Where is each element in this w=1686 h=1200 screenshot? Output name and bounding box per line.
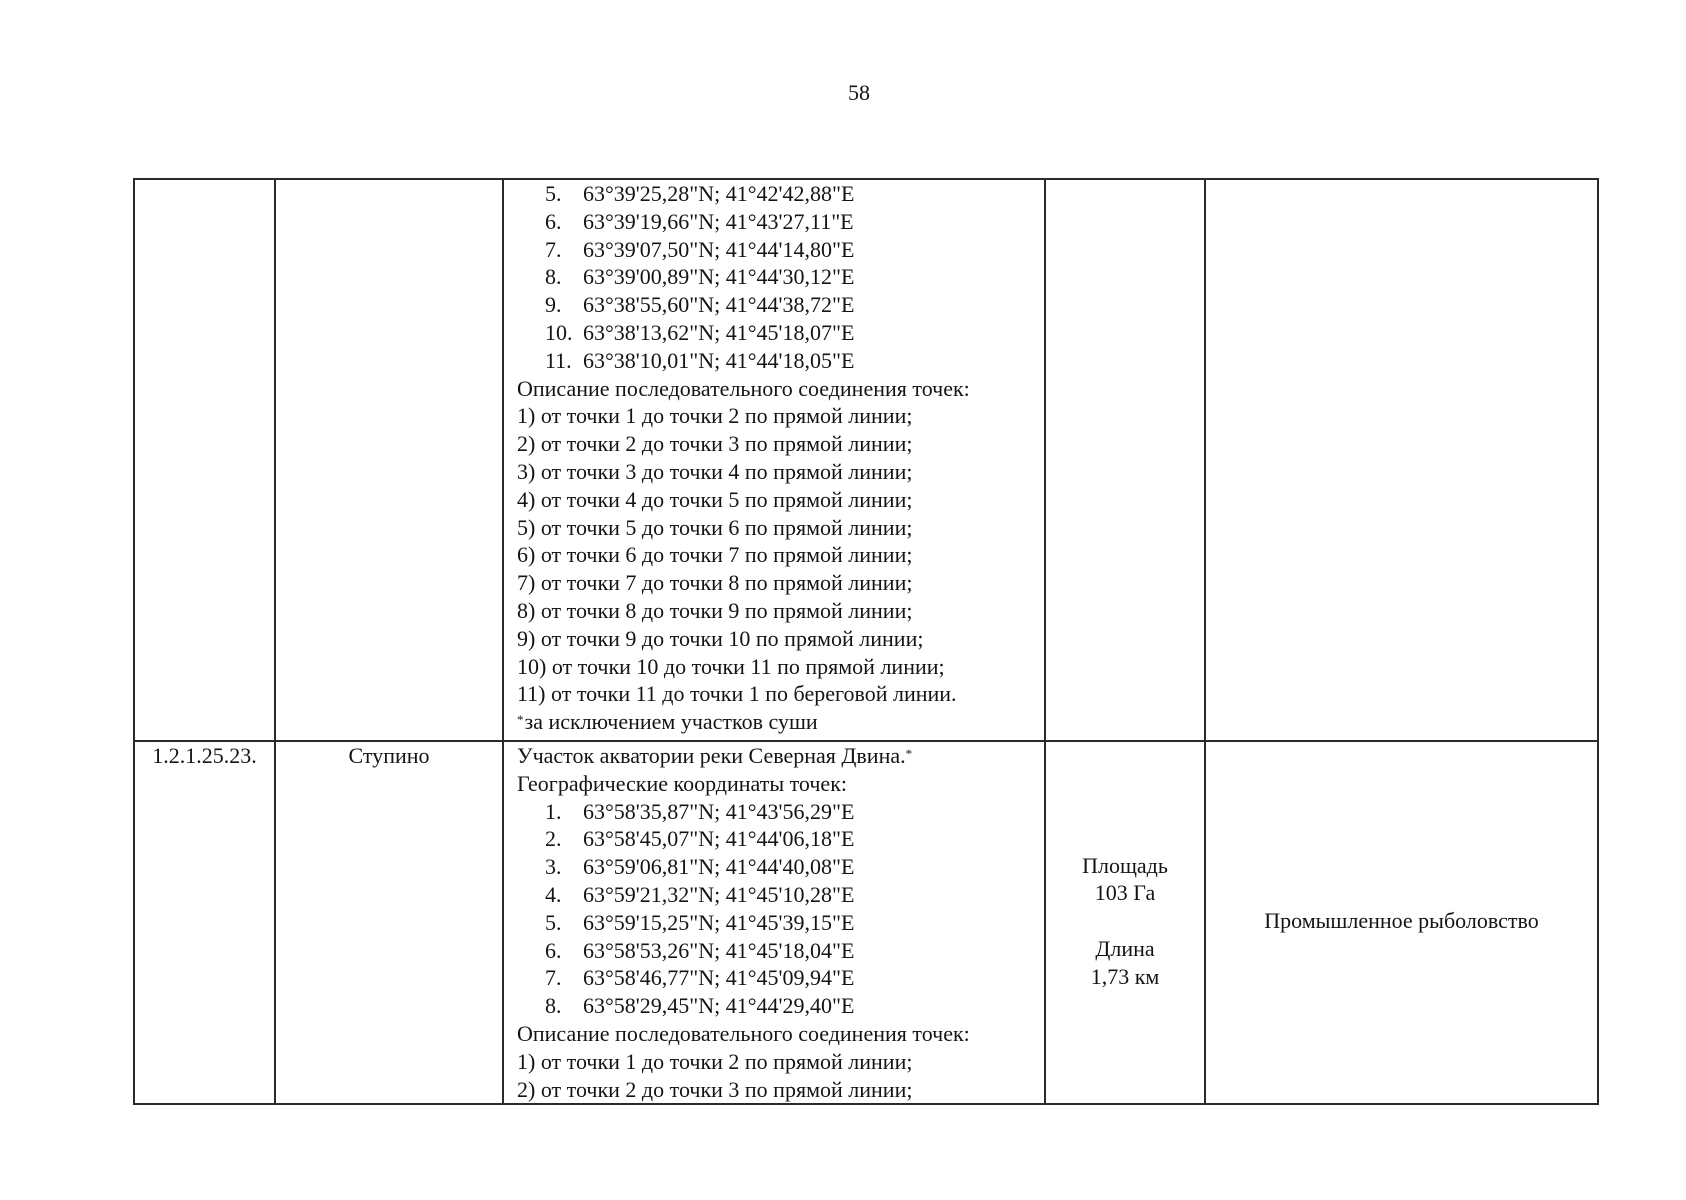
point-number: 5.	[545, 181, 562, 206]
point-number: 8.	[545, 993, 562, 1019]
coordinate-point	[517, 319, 1044, 347]
point-coordinates: 63°58'29,45"N; 41°44'29,40"E	[583, 993, 855, 1019]
site-name-cell: Ступино	[275, 741, 503, 1104]
point-number: 4.	[545, 881, 562, 907]
footnote	[517, 708, 1044, 736]
row-number-cell: 1.2.1.25.23.	[134, 741, 275, 1104]
connection-item: 11) от точки 11 до точки 1 по береговой линии.	[517, 681, 957, 707]
coordinate-point	[517, 881, 1044, 909]
connection-item: 9) от точки 9 до точки 10 по прямой линии;	[517, 625, 924, 651]
point-coordinates: 63°59'15,25"N; 41°45'39,15"E	[583, 909, 855, 935]
point-coordinates: 63°58'46,77"N; 41°45'09,94"E	[583, 965, 855, 991]
point-coordinates: 63°58'53,26"N; 41°45'18,04"E	[583, 937, 855, 963]
point-number: 1.	[545, 798, 562, 824]
description-cell	[503, 741, 1045, 1104]
page-number: 58	[848, 80, 870, 105]
coordinate-point	[517, 825, 1044, 853]
footnote-mark: *	[905, 746, 913, 761]
purpose-cell	[1205, 179, 1598, 741]
point-number: 7.	[545, 236, 562, 262]
site-name-cell	[275, 179, 503, 741]
point-number: 6.	[545, 208, 562, 234]
coordinate-point	[517, 937, 1044, 965]
coordinate-point	[517, 992, 1044, 1020]
parameters-cell	[1045, 179, 1205, 741]
registry-table	[133, 178, 1599, 1105]
connection-item: 7) от точки 7 до точки 8 по прямой линии;	[517, 570, 913, 596]
coordinate-point	[517, 347, 1044, 375]
table-row	[134, 741, 1598, 1104]
connection-item: 1) от точки 1 до точки 2 по прямой линии;	[517, 403, 913, 429]
point-coordinates: 63°59'06,81"N; 41°44'40,08"E	[583, 854, 855, 880]
point-coordinates: 63°39'07,50"N; 41°44'14,80"E	[583, 236, 855, 262]
point-coordinates: 63°39'19,66"N; 41°43'27,11"E	[583, 208, 854, 234]
connection-item: 6) от точки 6 до точки 7 по прямой линии;	[517, 542, 913, 568]
area-value: 103 Га	[1094, 880, 1156, 906]
point-number: 2.	[545, 826, 562, 852]
coordinate-point	[517, 964, 1044, 992]
point-number: 11.	[545, 347, 572, 373]
length-value: 1,73 км	[1090, 963, 1160, 989]
coordinate-point	[517, 263, 1044, 291]
coordinates-list	[517, 180, 1044, 375]
point-number: 7.	[545, 965, 562, 991]
point-number: 9.	[545, 292, 562, 318]
coordinates-list	[517, 798, 1044, 1020]
area-label: Площадь	[1082, 852, 1168, 878]
connection-item: 2) от точки 2 до точки 3 по прямой линии;	[517, 431, 913, 457]
coordinate-point	[517, 180, 1044, 208]
description-cell	[503, 179, 1045, 741]
site-description: Участок акватории реки Северная Двина.*	[517, 743, 913, 768]
connection-item: 5) от точки 5 до точки 6 по прямой линии;	[517, 514, 913, 540]
connection-title: Описание последовательного соединения точек:	[517, 1020, 970, 1046]
footnote-mark: *	[517, 712, 524, 728]
point-coordinates: 63°39'25,28"N; 41°42'42,88"E	[583, 181, 855, 206]
row-number-cell	[134, 179, 275, 741]
point-coordinates: 63°58'45,07"N; 41°44'06,18"E	[583, 826, 855, 852]
connection-list	[517, 402, 1044, 708]
parameters-cell	[1045, 741, 1205, 1104]
purpose-cell	[1205, 741, 1598, 1104]
point-coordinates: 63°58'35,87"N; 41°43'56,29"E	[583, 798, 855, 824]
point-number: 3.	[545, 854, 562, 880]
connection-title: Описание последовательного соединения точек:	[517, 375, 970, 401]
point-coordinates: 63°38'10,01"N; 41°44'18,05"E	[583, 347, 855, 373]
connection-item: 2) от точки 2 до точки 3 по прямой линии;	[517, 1076, 913, 1102]
connection-item: 8) от точки 8 до точки 9 по прямой линии;	[517, 597, 913, 623]
point-number: 6.	[545, 937, 562, 963]
coordinate-point	[517, 291, 1044, 319]
point-coordinates: 63°39'00,89"N; 41°44'30,12"E	[583, 264, 855, 290]
point-coordinates: 63°38'55,60"N; 41°44'38,72"E	[583, 292, 855, 318]
connection-item: 1) от точки 1 до точки 2 по прямой линии;	[517, 1048, 913, 1074]
connection-item: 4) от точки 4 до точки 5 по прямой линии;	[517, 486, 913, 512]
connection-list	[517, 1048, 1044, 1104]
coordinate-point	[517, 208, 1044, 236]
coordinate-point	[517, 853, 1044, 881]
table-row	[134, 179, 1598, 741]
length-label: Длина	[1095, 935, 1155, 961]
coordinate-point	[517, 236, 1044, 264]
coordinate-point	[517, 798, 1044, 826]
footnote-text: за исключением участков суши	[524, 709, 818, 735]
point-coordinates: 63°59'21,32"N; 41°45'10,28"E	[583, 881, 855, 907]
point-number: 8.	[545, 264, 562, 290]
connection-item: 10) от точки 10 до точки 11 по прямой линии;	[517, 653, 945, 679]
coordinate-point	[517, 909, 1044, 937]
point-number: 5.	[545, 909, 562, 935]
point-number: 10.	[545, 319, 573, 345]
coordinates-title: Географические координаты точек:	[517, 770, 847, 796]
connection-item: 3) от точки 3 до точки 4 по прямой линии;	[517, 458, 913, 484]
point-coordinates: 63°38'13,62"N; 41°45'18,07"E	[583, 319, 855, 345]
purpose-text: Промышленное рыболовство	[1264, 908, 1539, 934]
